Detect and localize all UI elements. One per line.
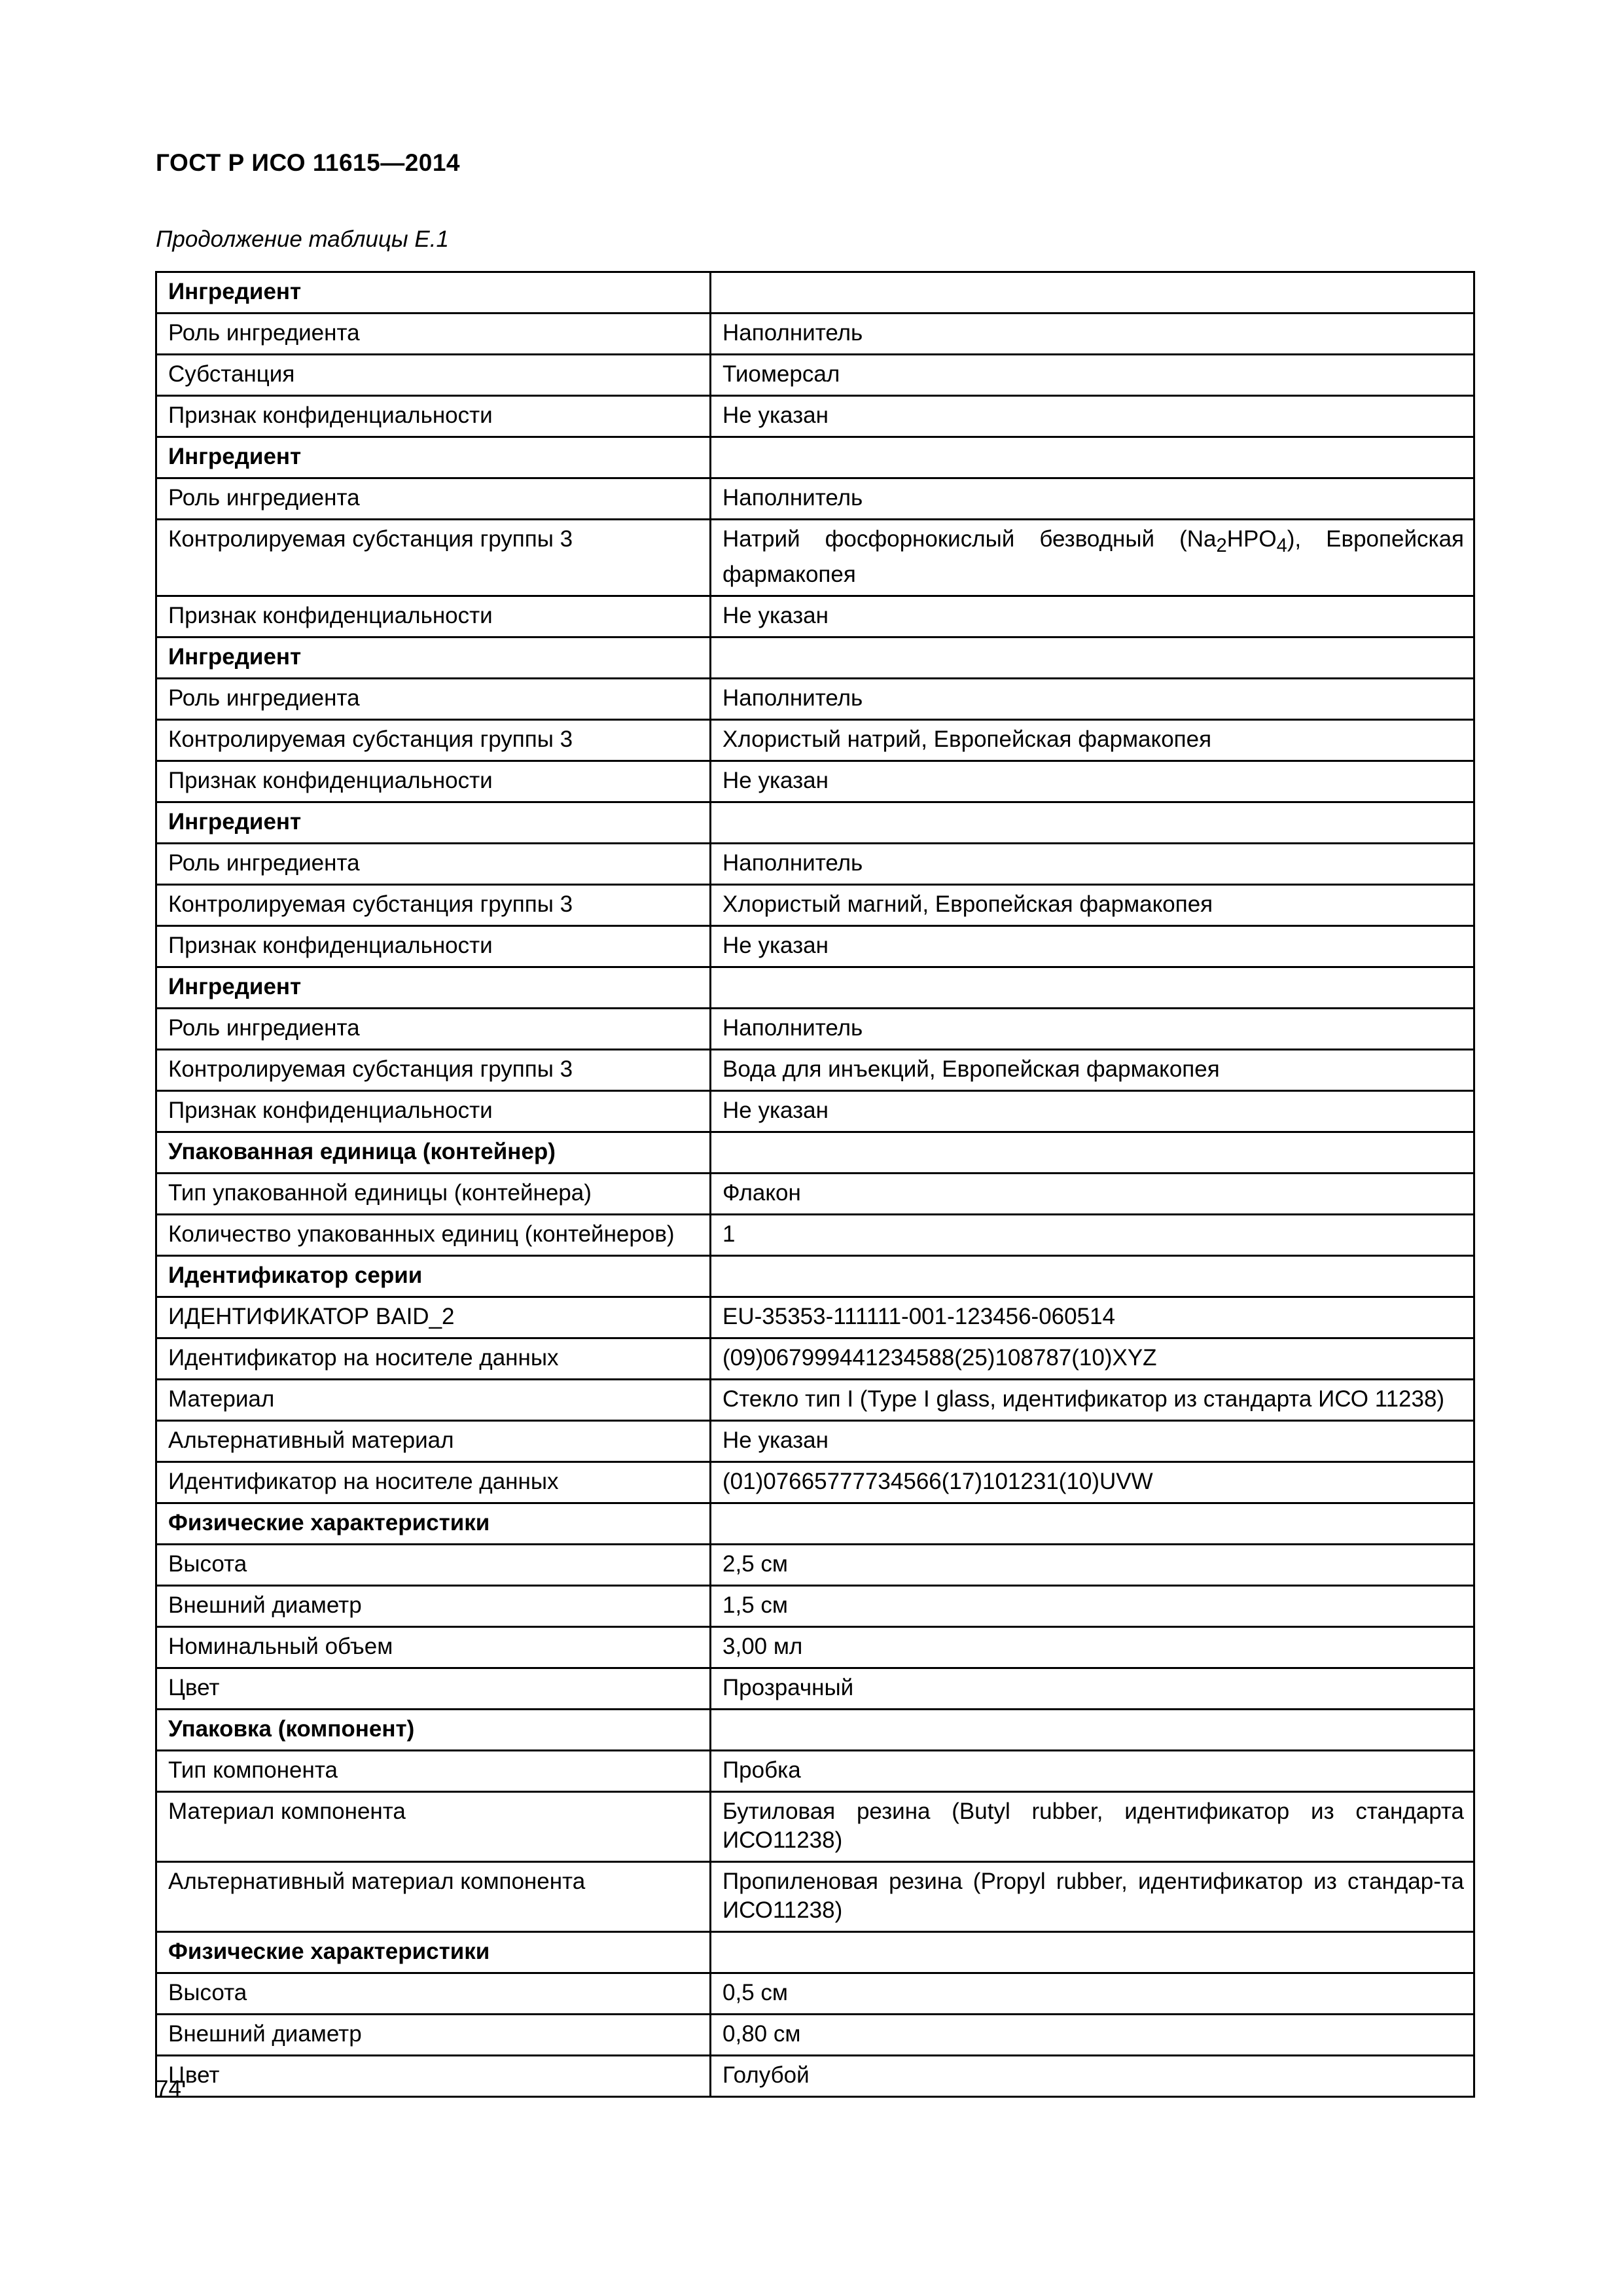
property-name-cell: Цвет: [156, 2056, 711, 2097]
property-name-cell: Контролируемая субстанция группы 3: [156, 885, 711, 926]
table-row: [156, 314, 1474, 355]
property-name-cell: Материал: [156, 1380, 711, 1421]
table-row: [156, 1751, 1474, 1792]
property-name-cell: Тип компонента: [156, 1751, 711, 1792]
table-section-row: [156, 1710, 1474, 1751]
section-heading-cell: Физические характеристики: [156, 1932, 711, 1973]
property-name-cell: Контролируемая субстанция группы 3: [156, 520, 711, 596]
table-row: [156, 1338, 1474, 1380]
property-value-cell: 1: [711, 1215, 1474, 1256]
property-name-cell: Альтернативный материал компонента: [156, 1862, 711, 1932]
property-value-cell: Прозрачный: [711, 1668, 1474, 1710]
property-value-cell: (09)067999441234588(25)108787(10)XYZ: [711, 1338, 1474, 1380]
property-value-cell: [711, 1503, 1474, 1545]
property-value-cell: Наполнитель: [711, 314, 1474, 355]
property-value-cell: 0,80 см: [711, 2015, 1474, 2056]
property-name-cell: Высота: [156, 1545, 711, 1586]
table-row: [156, 1668, 1474, 1710]
table-section-row: [156, 1256, 1474, 1297]
page-number: 74: [156, 2076, 181, 2102]
table-row: [156, 1174, 1474, 1215]
specification-table-body: [156, 272, 1474, 2097]
property-value-cell: Пробка: [711, 1751, 1474, 1792]
table-row: [156, 1973, 1474, 2015]
property-value-cell: Хлористый натрий, Европейская фармакопея: [711, 720, 1474, 761]
table-row: [156, 1586, 1474, 1627]
section-heading-cell: Ингредиент: [156, 967, 711, 1009]
table-row: [156, 1792, 1474, 1862]
table-row: [156, 2056, 1474, 2097]
property-value-cell: Вода для инъекций, Европейская фармакопея: [711, 1050, 1474, 1091]
section-heading-cell: Упакованная единица (контейнер): [156, 1132, 711, 1174]
property-value-cell: Тиомерсал: [711, 355, 1474, 396]
property-value-cell: [711, 1132, 1474, 1174]
property-name-cell: Контролируемая субстанция группы 3: [156, 1050, 711, 1091]
property-value-cell: Не указан: [711, 926, 1474, 967]
property-value-cell: 1,5 см: [711, 1586, 1474, 1627]
property-name-cell: Роль ингредиента: [156, 679, 711, 720]
property-value-cell: Не указан: [711, 596, 1474, 637]
table-section-row: [156, 1932, 1474, 1973]
property-value-cell: EU-35353-111111-001-123456-060514: [711, 1297, 1474, 1338]
specification-table: [155, 271, 1475, 2098]
property-value-cell: 3,00 мл: [711, 1627, 1474, 1668]
property-value-cell: Наполнитель: [711, 844, 1474, 885]
property-value-cell: 2,5 см: [711, 1545, 1474, 1586]
table-section-row: [156, 272, 1474, 314]
table-row: [156, 1627, 1474, 1668]
property-name-cell: Признак конфиденциальности: [156, 396, 711, 437]
property-name-cell: Цвет: [156, 1668, 711, 1710]
property-value-cell: Не указан: [711, 1421, 1474, 1462]
property-value-cell: Наполнитель: [711, 1009, 1474, 1050]
property-value-cell: Не указан: [711, 1091, 1474, 1132]
table-row: [156, 1545, 1474, 1586]
property-value-cell: Бутиловая резина (Butyl rubber, идентификатор из стандарта ИСО11238): [711, 1792, 1474, 1862]
table-row: [156, 1421, 1474, 1462]
property-name-cell: Номинальный объем: [156, 1627, 711, 1668]
table-row: [156, 355, 1474, 396]
property-name-cell: Внешний диаметр: [156, 2015, 711, 2056]
section-heading-cell: Упаковка (компонент): [156, 1710, 711, 1751]
property-value-cell: Стекло тип I (Type I glass, идентификатор из стандарта ИСО 11238): [711, 1380, 1474, 1421]
table-row: [156, 679, 1474, 720]
table-section-row: [156, 802, 1474, 844]
property-value-cell: Наполнитель: [711, 679, 1474, 720]
table-row: [156, 885, 1474, 926]
property-value-cell: Голубой: [711, 2056, 1474, 2097]
property-value-cell: Натрий фосфорнокислый безводный $(Na_2HPO_4)$, Европейская фармакопея: [711, 520, 1474, 596]
table-row: [156, 2015, 1474, 2056]
property-value-cell: (01)07665777734566(17)101231(10)UVW: [711, 1462, 1474, 1503]
property-name-cell: Идентификатор на носителе данных: [156, 1338, 711, 1380]
table-row: [156, 1380, 1474, 1421]
property-name-cell: Высота: [156, 1973, 711, 2015]
section-heading-cell: Ингредиент: [156, 637, 711, 679]
property-value-cell: Хлористый магний, Европейская фармакопея: [711, 885, 1474, 926]
property-name-cell: Тип упакованной единицы (контейнера): [156, 1174, 711, 1215]
table-row: [156, 926, 1474, 967]
property-value-cell: Флакон: [711, 1174, 1474, 1215]
property-name-cell: Контролируемая субстанция группы 3: [156, 720, 711, 761]
property-name-cell: Роль ингредиента: [156, 1009, 711, 1050]
property-value-cell: [711, 437, 1474, 478]
table-row: [156, 1215, 1474, 1256]
table-section-row: [156, 637, 1474, 679]
section-heading-cell: Физические характеристики: [156, 1503, 711, 1545]
property-value-cell: Не указан: [711, 761, 1474, 802]
section-heading-cell: Ингредиент: [156, 437, 711, 478]
property-value-cell: 0,5 см: [711, 1973, 1474, 2015]
table-row: [156, 1297, 1474, 1338]
property-name-cell: Материал компонента: [156, 1792, 711, 1862]
table-caption: Продолжение таблицы Е.1: [156, 226, 449, 252]
property-name-cell: Количество упакованных единиц (контейнеров): [156, 1215, 711, 1256]
table-row: [156, 1091, 1474, 1132]
property-name-cell: Признак конфиденциальности: [156, 596, 711, 637]
table-section-row: [156, 1132, 1474, 1174]
table-section-row: [156, 1503, 1474, 1545]
table-row: [156, 596, 1474, 637]
table-row: [156, 844, 1474, 885]
property-value-cell: [711, 637, 1474, 679]
table-row: [156, 396, 1474, 437]
document-header: ГОСТ Р ИСО 11615—2014: [156, 149, 461, 176]
property-value-cell: Наполнитель: [711, 478, 1474, 520]
property-value-cell: Пропиленовая резина (Propyl rubber, идентификатор из стандар-та ИСО11238): [711, 1862, 1474, 1932]
property-name-cell: Признак конфиденциальности: [156, 761, 711, 802]
table-row: [156, 720, 1474, 761]
table-row: [156, 520, 1474, 596]
property-name-cell: ИДЕНТИФИКАТОР BAID_2: [156, 1297, 711, 1338]
table-row: [156, 478, 1474, 520]
table-section-row: [156, 437, 1474, 478]
property-value-cell: [711, 1256, 1474, 1297]
property-value-cell: [711, 1932, 1474, 1973]
table-row: [156, 761, 1474, 802]
section-heading-cell: Ингредиент: [156, 802, 711, 844]
property-value-cell: [711, 1710, 1474, 1751]
property-value-cell: [711, 272, 1474, 314]
property-value-cell: [711, 967, 1474, 1009]
property-name-cell: Альтернативный материал: [156, 1421, 711, 1462]
table-section-row: [156, 967, 1474, 1009]
table-row: [156, 1050, 1474, 1091]
table-row: [156, 1862, 1474, 1932]
section-heading-cell: Идентификатор серии: [156, 1256, 711, 1297]
property-value-cell: [711, 802, 1474, 844]
property-name-cell: Признак конфиденциальности: [156, 926, 711, 967]
property-name-cell: Роль ингредиента: [156, 478, 711, 520]
section-heading-cell: Ингредиент: [156, 272, 711, 314]
property-name-cell: Идентификатор на носителе данных: [156, 1462, 711, 1503]
property-value-cell: Не указан: [711, 396, 1474, 437]
property-name-cell: Внешний диаметр: [156, 1586, 711, 1627]
property-name-cell: Роль ингредиента: [156, 844, 711, 885]
table-row: [156, 1009, 1474, 1050]
property-name-cell: Роль ингредиента: [156, 314, 711, 355]
property-name-cell: Субстанция: [156, 355, 711, 396]
table-row: [156, 1462, 1474, 1503]
property-name-cell: Признак конфиденциальности: [156, 1091, 711, 1132]
